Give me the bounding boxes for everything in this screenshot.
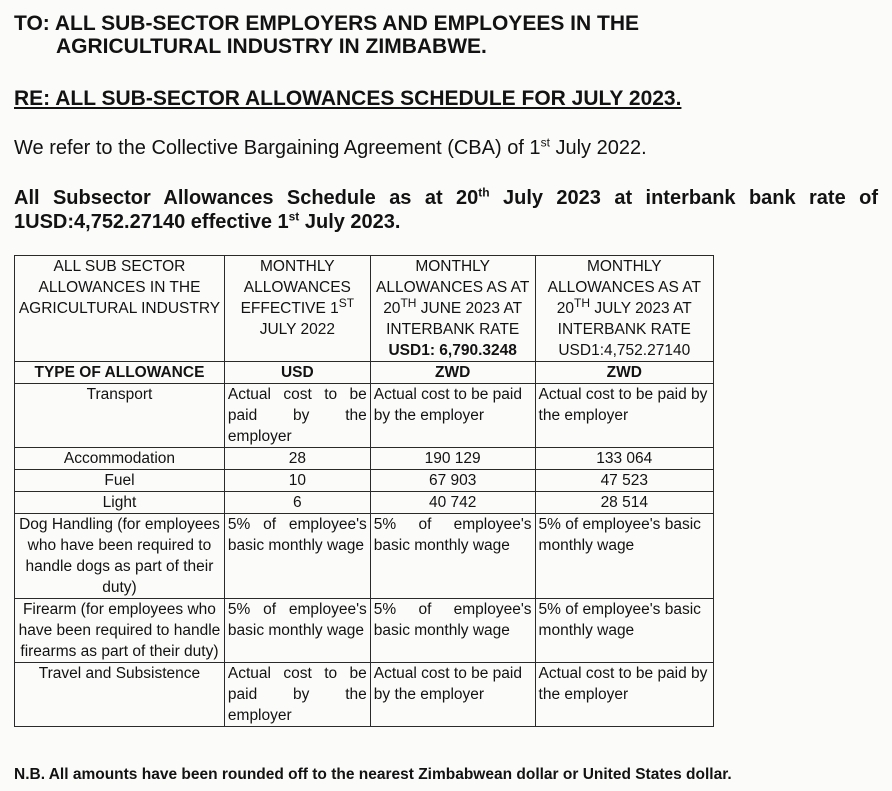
currency-zwd-july: ZWD <box>535 362 713 384</box>
header-2022-sup: ST <box>338 295 355 310</box>
header-july-post: JULY 2023 AT INTERBANK RATE USD1:4,752.27140 <box>557 300 692 359</box>
row-zwd-july: 28 514 <box>535 492 713 514</box>
to-line-1: TO: ALL SUB-SECTOR EMPLOYERS AND EMPLOYEES IN THE <box>14 12 640 35</box>
currency-zwd-june: ZWD <box>370 362 535 384</box>
row-zwd-july: 5% of employee's basic monthly wage <box>535 599 713 663</box>
schedule-statement <box>14 186 878 234</box>
header-july-sup: TH <box>574 295 591 310</box>
table-row <box>15 384 714 448</box>
cba-reference <box>14 136 647 160</box>
type-row <box>15 362 714 384</box>
row-usd: Actual cost to be paid by the employer <box>224 384 370 448</box>
row-zwd-june: 40 742 <box>370 492 535 514</box>
row-label: Firearm (for employees who have been required to handle firearms as part of their duty) <box>15 599 225 663</box>
row-label: Travel and Subsistence <box>15 663 225 727</box>
schedule-text-2: July 2023 at interbank bank rate of 1USD:4,752.27140 effective 1 <box>14 187 878 233</box>
row-zwd-june: 190 129 <box>370 448 535 470</box>
header-july-2023-column <box>535 256 713 362</box>
footnote: N.B. All amounts have been rounded off to the nearest Zimbabwean dollar or United States dollar. <box>14 766 732 783</box>
row-zwd-july: 5% of employee's basic monthly wage <box>535 514 713 599</box>
row-label: Fuel <box>15 470 225 492</box>
row-zwd-june: Actual cost to be paid by the employer <box>370 384 535 448</box>
header-allowances-column <box>15 256 225 362</box>
row-usd: 5% of employee's basic monthly wage <box>224 599 370 663</box>
row-zwd-june: Actual cost to be paid by the employer <box>370 663 535 727</box>
re-heading: RE: ALL SUB-SECTOR ALLOWANCES SCHEDULE FOR JULY 2023. <box>14 87 682 110</box>
row-usd: Actual cost to be paid by the employer <box>224 663 370 727</box>
header-2022-post: JULY 2022 <box>259 321 335 338</box>
reference-tail: July 2022. <box>549 137 647 159</box>
row-zwd-june: 67 903 <box>370 470 535 492</box>
row-label: Accommodation <box>15 448 225 470</box>
reference-text: We refer to the Collective Bargaining Agreement (CBA) of 1 <box>14 137 541 159</box>
header-june-text: MONTHLY ALLOWANCES AS AT 20 <box>376 258 530 317</box>
row-usd: 6 <box>224 492 370 514</box>
table-header-row <box>15 256 714 362</box>
row-usd: 28 <box>224 448 370 470</box>
table-row <box>15 448 714 470</box>
header-june-post: JUNE 2023 AT INTERBANK RATE <box>386 300 523 338</box>
row-zwd-june: 5% of employee's basic monthly wage <box>370 599 535 663</box>
table-row <box>15 663 714 727</box>
schedule-sup-2: st <box>288 209 300 224</box>
header-july-2022-column <box>224 256 370 362</box>
header-june-rate: USD1: 6,790.3248 <box>388 342 517 359</box>
row-label: Transport <box>15 384 225 448</box>
type-label: TYPE OF ALLOWANCE <box>15 362 225 384</box>
reference-sup: st <box>540 135 550 150</box>
allowances-table <box>14 255 714 727</box>
table-row <box>15 470 714 492</box>
table-row <box>15 514 714 599</box>
schedule-sup-1: th <box>478 185 490 200</box>
row-zwd-june: 5% of employee's basic monthly wage <box>370 514 535 599</box>
row-label: Light <box>15 492 225 514</box>
currency-usd: USD <box>224 362 370 384</box>
table-row <box>15 492 714 514</box>
row-label: Dog Handling (for employees who have been required to handle dogs as part of their duty) <box>15 514 225 599</box>
row-usd: 10 <box>224 470 370 492</box>
header-2022-day: 1 <box>330 300 339 317</box>
row-zwd-july: Actual cost to be paid by the employer <box>535 384 713 448</box>
to-line-2: AGRICULTURAL INDUSTRY IN ZIMBABWE. <box>56 35 487 58</box>
header-allowances-text: ALL SUB SECTOR ALLOWANCES IN THE AGRICULTURAL INDUSTRY <box>18 258 221 317</box>
header-2022-text: MONTHLY ALLOWANCES EFFECTIVE <box>240 258 351 317</box>
header-june-2023-column <box>370 256 535 362</box>
row-zwd-july: 47 523 <box>535 470 713 492</box>
schedule-text-3: July 2023. <box>299 211 401 233</box>
row-zwd-july: Actual cost to be paid by the employer <box>535 663 713 727</box>
header-july-text: MONTHLY ALLOWANCES AS AT 20 <box>547 258 701 317</box>
header-june-sup: TH <box>400 295 417 310</box>
table-row <box>15 599 714 663</box>
row-usd: 5% of employee's basic monthly wage <box>224 514 370 599</box>
schedule-text-1: All Subsector Allowances Schedule as at 20 <box>14 187 479 209</box>
row-zwd-july: 133 064 <box>535 448 713 470</box>
